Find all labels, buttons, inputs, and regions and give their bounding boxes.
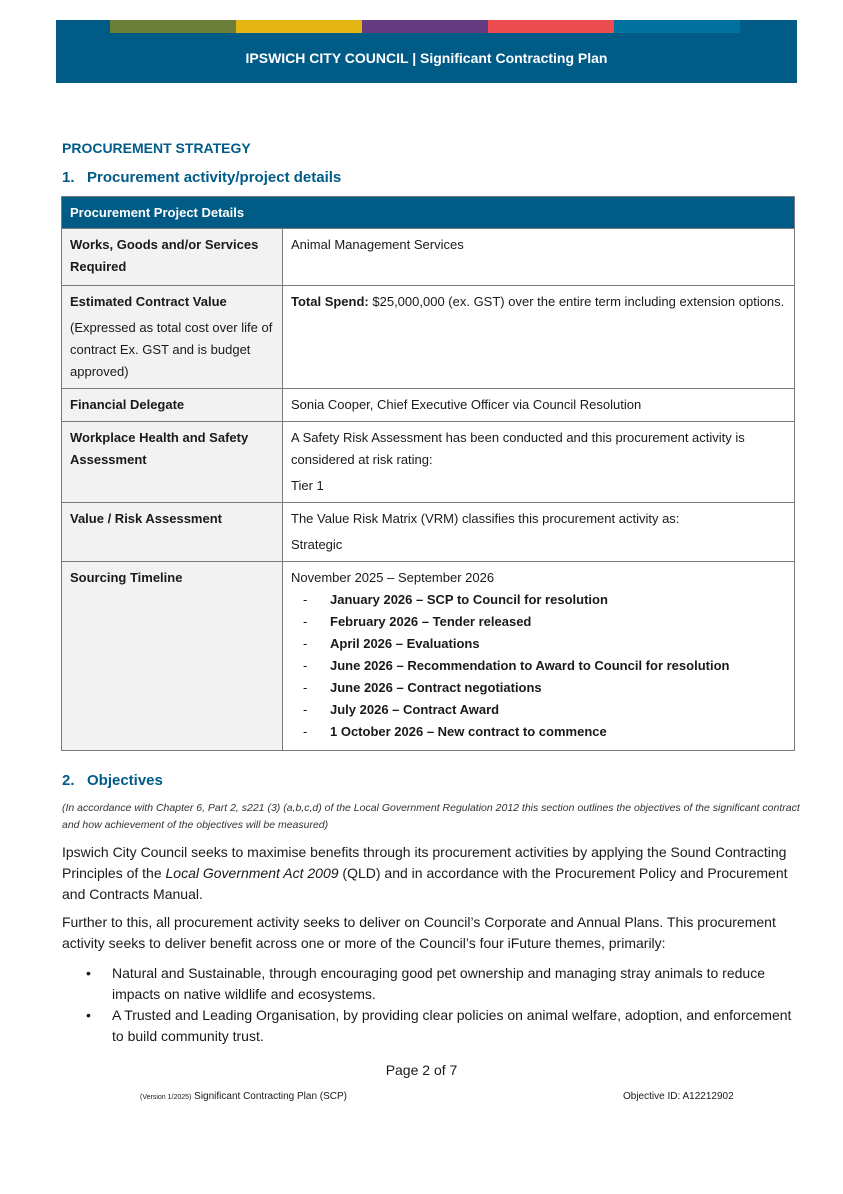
stripe-purple xyxy=(362,20,488,33)
objectives-paragraph-1: Ipswich City Council seeks to maximise benefits through its procurement activities by applying the Sound Contracting Principles of the Local Government Act 2009 (QLD) and in accordance with the Procurement Policy and Procurement and Contracts Manual. xyxy=(62,844,788,902)
objectives-paragraph-2: Further to this, all procurement activity seeks to deliver on Council’s Corporate and Annual Plans. This procurement activity seeks to deliver benefit across one or more of the Council’s four iFuture themes, primarily: xyxy=(62,914,776,951)
procurement-details-table xyxy=(61,196,795,751)
section-number: 1. xyxy=(62,169,75,186)
label-text: Estimated Contract Value xyxy=(70,294,227,309)
table-row xyxy=(62,562,795,751)
header-band xyxy=(56,20,797,83)
row-label: Financial Delegate xyxy=(62,389,283,422)
bullet-icon: • xyxy=(86,1007,91,1023)
table-row xyxy=(62,389,795,422)
milestone-item: - June 2026 – Contract negotiations xyxy=(303,680,542,695)
vrm-classification: Strategic xyxy=(291,537,343,552)
ifuture-themes-list xyxy=(86,963,806,1047)
section-title: Objectives xyxy=(87,772,163,789)
row-label xyxy=(62,286,283,389)
timeline-range: November 2025 – September 2026 xyxy=(291,570,495,585)
table-row xyxy=(62,422,795,503)
row-label: Value / Risk Assessment xyxy=(62,503,283,562)
milestone-item: - 1 October 2026 – New contract to commence xyxy=(303,724,607,739)
row-value xyxy=(283,562,795,751)
risk-rating: Tier 1 xyxy=(291,478,324,493)
row-value xyxy=(283,503,795,562)
procurement-strategy-heading: PROCUREMENT STRATEGY xyxy=(62,140,251,156)
version-label: (Version 1/2025) xyxy=(140,1094,192,1101)
label-note: (Expressed as total cost over life of contract Ex. GST and is budget approved) xyxy=(70,320,273,379)
stripe-green xyxy=(110,20,236,33)
row-value: Sonia Cooper, Chief Executive Officer via Council Resolution xyxy=(283,389,795,422)
milestone-item: - April 2026 – Evaluations xyxy=(303,636,480,651)
total-spend-value: $25,000,000 (ex. GST) over the entire term including extension options. xyxy=(368,294,785,309)
table-header: Procurement Project Details xyxy=(62,197,795,229)
act-name: Local Government Act 2009 xyxy=(165,865,339,881)
page-number: Page 2 of 7 xyxy=(385,1062,458,1078)
section-number: 2. xyxy=(62,772,75,789)
milestone-item: - June 2026 – Recommendation to Award to Council for resolution xyxy=(303,658,730,673)
value-text: The Value Risk Matrix (VRM) classifies this procurement activity as: xyxy=(291,511,680,526)
total-spend-label: Total Spend: xyxy=(291,294,369,309)
color-stripes xyxy=(110,20,740,33)
section-2-heading xyxy=(62,772,163,789)
row-value xyxy=(283,422,795,503)
milestone-item: - February 2026 – Tender released xyxy=(303,614,532,629)
list-item: • A Trusted and Leading Organisation, by providing clear policies on animal welfare, adoption, and enforcement to build community trust. xyxy=(86,1005,806,1047)
row-label: Works, Goods and/or Services Required xyxy=(62,229,283,286)
row-label: Workplace Health and Safety Assessment xyxy=(62,422,283,503)
document-header-title: IPSWICH CITY COUNCIL | Significant Contracting Plan xyxy=(245,50,608,66)
stripe-blue xyxy=(614,20,740,33)
milestone-item: - July 2026 – Contract Award xyxy=(303,702,500,717)
objective-id: Objective ID: A12212902 xyxy=(623,1091,734,1102)
table-row xyxy=(62,286,795,389)
row-label: Sourcing Timeline xyxy=(62,562,283,751)
table-row xyxy=(62,229,795,286)
section-1-heading xyxy=(62,169,341,186)
value-text: A Safety Risk Assessment has been conducted and this procurement activity is considered at risk rating: xyxy=(291,430,745,467)
row-value xyxy=(283,286,795,389)
milestone-list xyxy=(291,589,786,743)
regulation-note: (In accordance with Chapter 6, Part 2, s221 (3) (a,b,c,d) of the Local Government Regulation 2012 this section outlines the objectives of the significant contract and how achievement of the objectives will be measured) xyxy=(62,802,800,831)
bullet-icon: • xyxy=(86,965,91,981)
row-value: Animal Management Services xyxy=(283,229,795,286)
stripe-red xyxy=(488,20,614,33)
section-title: Procurement activity/project details xyxy=(87,169,342,186)
milestone-item: - January 2026 – SCP to Council for resolution xyxy=(303,592,608,607)
table-row xyxy=(62,503,795,562)
stripe-yellow xyxy=(236,20,362,33)
footer-document-name: (Version 1/2025) Significant Contracting Plan (SCP) xyxy=(140,1091,347,1102)
list-item: • Natural and Sustainable, through encouraging good pet ownership and managing stray animals to reduce impacts on native wildlife and ecosystems. xyxy=(86,963,806,1005)
